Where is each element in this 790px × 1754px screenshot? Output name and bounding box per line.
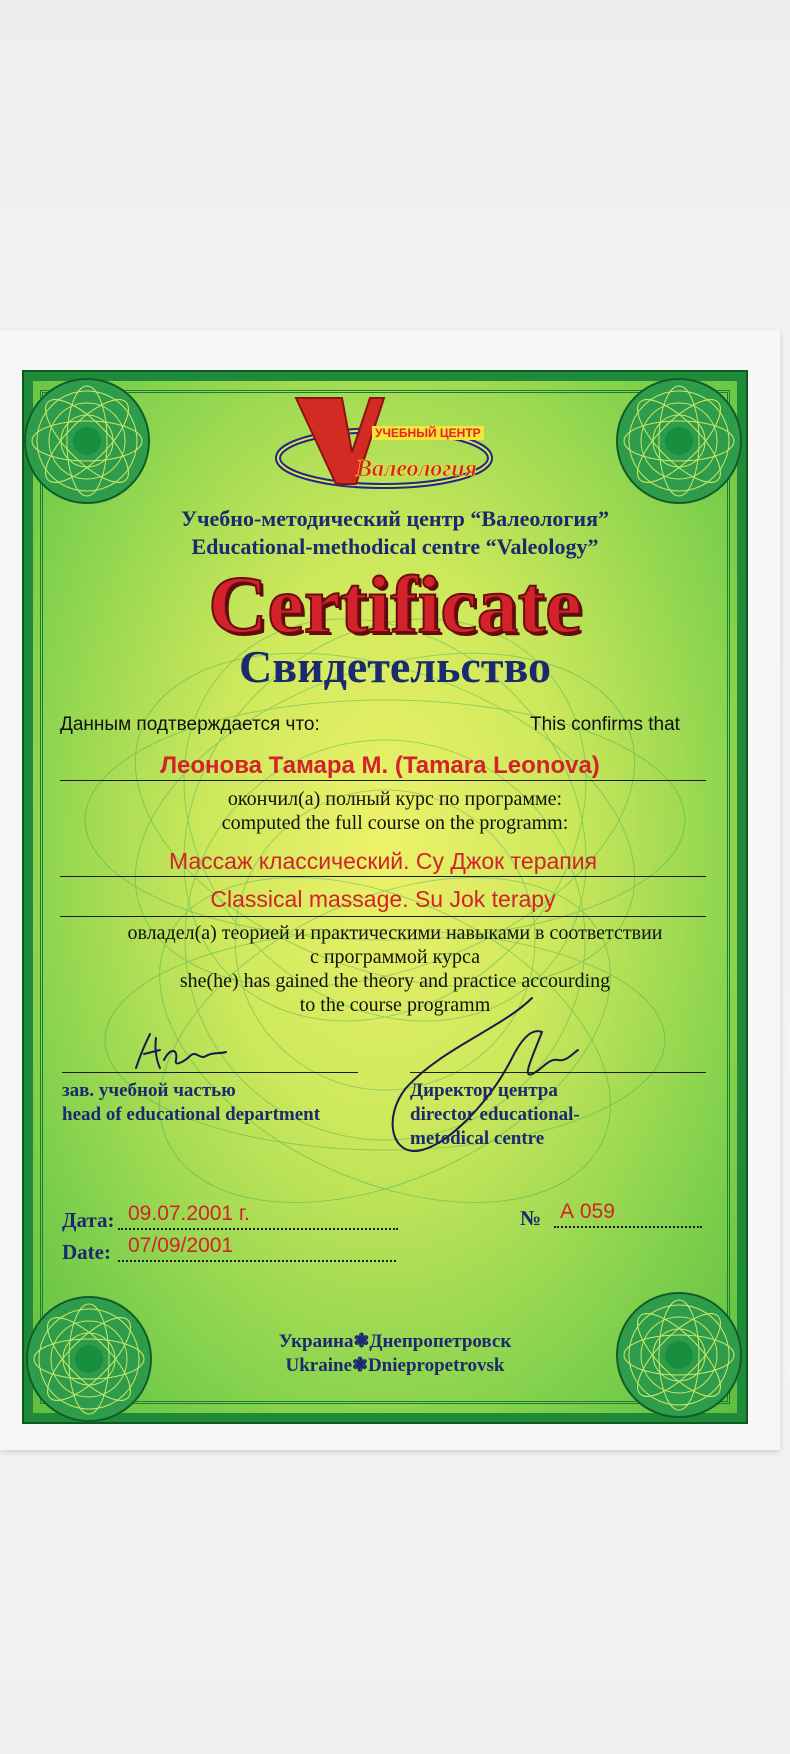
signature-line-right [410, 1072, 706, 1073]
number-dots [554, 1226, 702, 1228]
date-label-en: Date: [62, 1240, 111, 1264]
city-ru: Днепропетровск [369, 1331, 512, 1352]
right-signatory-en-line1: director educational- [410, 1104, 580, 1125]
country-ru: Украина [278, 1331, 354, 1352]
recipient-rule [60, 780, 706, 781]
recipient-name: Леонова Тамара М. (Tamara Leonova) [160, 752, 600, 779]
org-name-en: Educational-methodical centre “Valeology” [191, 534, 599, 559]
corner-rosette-icon [22, 376, 152, 506]
date-value-en: 07/09/2001 [128, 1234, 234, 1257]
separator-icon: ❃ [353, 1331, 370, 1352]
course-name-ru: Массаж классический. Су Джок терапия [168, 848, 598, 874]
location-en [0, 1354, 790, 1377]
course-name-en: Classical massage. Su Jok terapy [210, 886, 556, 912]
left-signature [130, 1030, 240, 1076]
location-ru [0, 1330, 790, 1353]
signature-line-left [62, 1072, 358, 1073]
date-label-ru: Дата: [62, 1208, 115, 1232]
number-symbol: № [520, 1206, 542, 1230]
certificate-title: Certificate [208, 559, 582, 650]
city-en: Dniepropetrovsk [367, 1355, 505, 1376]
course-intro-en: computed the full course on the programm: [221, 812, 569, 834]
left-signatory-ru: зав. учебной частью [62, 1080, 236, 1101]
mastery-en-line1: she(he) has gained the theory and practice accourding [179, 970, 611, 992]
left-signatory-en: head of educational department [62, 1104, 321, 1125]
logo-banner: УЧЕБНЫЙ ЦЕНТР [372, 426, 484, 440]
date-dots [118, 1260, 396, 1262]
separator-icon: ❃ [352, 1355, 368, 1376]
course-intro-ru: окончил(а) полный курс по программе: [227, 788, 563, 810]
date-dots [118, 1228, 398, 1230]
org-name-ru: Учебно-методический центр “Валеология” [180, 506, 609, 531]
confirm-en: This confirms that [530, 714, 680, 735]
mastery-ru-line1: овладел(а) теорией и практическими навыками в соответствии [127, 922, 663, 944]
right-signatory-en-line2: metodical centre [410, 1128, 545, 1149]
confirm-ru: Данным подтверждается что: [60, 714, 320, 735]
right-signatory-ru: Директор центра [410, 1080, 558, 1101]
mastery-en-line2: to the course programm [299, 994, 491, 1016]
certificate-title-ru: Свидетельство [239, 641, 551, 692]
date-value-ru: 09.07.2001 г. [128, 1202, 250, 1225]
mastery-ru-line2: с программой курса [309, 946, 481, 968]
number-value: А 059 [560, 1200, 615, 1223]
course-rule [60, 916, 706, 917]
course-rule [60, 876, 706, 877]
country-en: Ukraine [285, 1355, 353, 1376]
logo-wordmark: Валеология [356, 456, 477, 482]
corner-rosette-icon [614, 376, 744, 506]
